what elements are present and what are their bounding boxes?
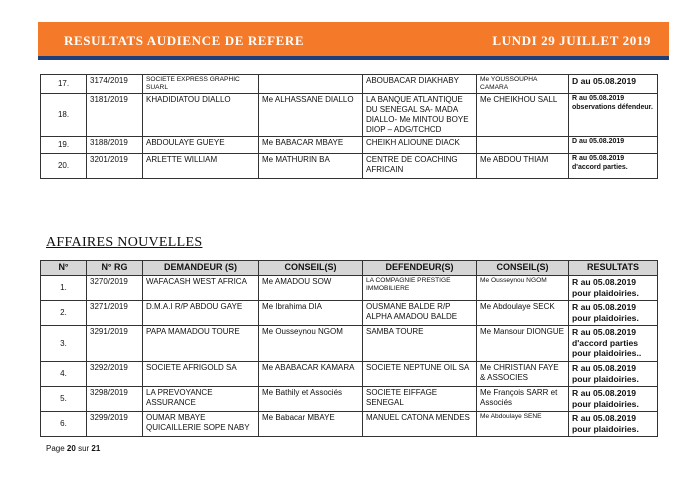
row-number: 4.: [41, 362, 87, 387]
column-header: RESULTATS: [569, 261, 658, 276]
row-number: 3.: [41, 326, 87, 362]
conseil-demandeur: Me Bathily et Associés: [259, 387, 363, 412]
affaires-nouvelles-table: [40, 260, 658, 437]
rg-number: 3292/2019: [87, 362, 143, 387]
conseil-demandeur: Me Ousseynou NGOM: [259, 326, 363, 362]
table-row: [41, 387, 658, 412]
table-row: [41, 94, 658, 137]
conseil-defendeur: [477, 137, 569, 154]
resultat: R au 05.08.2019 pour plaidoiries.: [569, 362, 658, 387]
conseil-defendeur: Me CHRISTIAN FAYE & ASSOCIES: [477, 362, 569, 387]
row-number: 2.: [41, 301, 87, 326]
column-header: DEFENDEUR(S): [363, 261, 477, 276]
demandeur: OUMAR MBAYE QUICAILLERIE SOPE NABY: [143, 412, 259, 437]
row-number: 5.: [41, 387, 87, 412]
table-row: [41, 301, 658, 326]
section-title: AFFAIRES NOUVELLES: [46, 235, 203, 250]
column-header: N° RG: [87, 261, 143, 276]
demandeur: WAFACASH WEST AFRICA: [143, 276, 259, 301]
defendeur: LA BANQUE ATLANTIQUE DU SENEGAL SA- MADA DIALLO- Me MINTOU BOYE DIOP – ADG/TCHCD: [363, 94, 477, 137]
conseil-demandeur: Me ALHASSANE DIALLO: [259, 94, 363, 137]
defendeur: CHEIKH ALIOUNE DIACK: [363, 137, 477, 154]
row-number: 6.: [41, 412, 87, 437]
conseil-defendeur: Me CHEIKHOU SALL: [477, 94, 569, 137]
conseil-demandeur: Me BABACAR MBAYE: [259, 137, 363, 154]
row-number: 20.: [41, 154, 87, 179]
page-footer: [46, 444, 100, 453]
defendeur: SOCIETE NEPTUNE OIL SA: [363, 362, 477, 387]
header-title: RESULTATS AUDIENCE DE REFERE: [64, 33, 305, 48]
defendeur: SOCIETE EIFFAGE SENEGAL: [363, 387, 477, 412]
demandeur: LA PREVOYANCE ASSURANCE: [143, 387, 259, 412]
demandeur: ABDOULAYE GUEYE: [143, 137, 259, 154]
resultat: R au 05.08.2019 pour plaidoiries.: [569, 387, 658, 412]
conseil-defendeur: Me Ousseynou NGOM: [477, 276, 569, 301]
rg-number: 3174/2019: [87, 75, 143, 94]
table-row: [41, 137, 658, 154]
resultat: R au 05.08.2019 d'accord parties pour plaidoiries..: [569, 326, 658, 362]
row-number: 19.: [41, 137, 87, 154]
rg-number: 3299/2019: [87, 412, 143, 437]
demandeur: KHADIDIATOU DIALLO: [143, 94, 259, 137]
column-header: CONSEIL(S): [259, 261, 363, 276]
defendeur: OUSMANE BALDE R/P ALPHA AMADOU BALDE: [363, 301, 477, 326]
defendeur: ABOUBACAR DIAKHABY: [363, 75, 477, 94]
rg-number: 3298/2019: [87, 387, 143, 412]
rg-number: 3270/2019: [87, 276, 143, 301]
resultat: D au 05.08.2019: [569, 137, 658, 154]
defendeur: SAMBA TOURE: [363, 326, 477, 362]
resultat: R au 05.08.2019 pour plaidoiries.: [569, 276, 658, 301]
rg-number: 3291/2019: [87, 326, 143, 362]
conseil-demandeur: Me MATHURIN BA: [259, 154, 363, 179]
conseil-defendeur: Me François SARR et Associés: [477, 387, 569, 412]
rg-number: 3188/2019: [87, 137, 143, 154]
table-row: [41, 154, 658, 179]
header-date: LUNDI 29 JUILLET 2019: [492, 33, 651, 48]
demandeur: D.M.A.I R/P ABDOU GAYE: [143, 301, 259, 326]
footer-sep: sur: [78, 444, 90, 453]
rg-number: 3181/2019: [87, 94, 143, 137]
conseil-defendeur: Me Mansour DIONGUE: [477, 326, 569, 362]
table-row: [41, 362, 658, 387]
demandeur: SOCIETE EXPRESS GRAPHIC SUARL: [143, 75, 259, 94]
table-row: [41, 326, 658, 362]
table-header-row: [41, 261, 658, 276]
table-row: [41, 276, 658, 301]
defendeur: CENTRE DE COACHING AFRICAIN: [363, 154, 477, 179]
resultat: R au 05.08.2019 d'accord parties.: [569, 154, 658, 179]
demandeur: ARLETTE WILLIAM: [143, 154, 259, 179]
rg-number: 3201/2019: [87, 154, 143, 179]
demandeur: SOCIETE AFRIGOLD SA: [143, 362, 259, 387]
conseil-defendeur: Me ABDOU THIAM: [477, 154, 569, 179]
resultat: D au 05.08.2019: [569, 75, 658, 94]
resultat: R au 05.08.2019 pour plaidoiries.: [569, 301, 658, 326]
conseil-demandeur: Me Babacar MBAYE: [259, 412, 363, 437]
conseil-defendeur: Me YOUSSOUPHA CAMARA: [477, 75, 569, 94]
header-bar: [38, 22, 669, 60]
table-row: [41, 412, 658, 437]
row-number: 1.: [41, 276, 87, 301]
column-header: DEMANDEUR (S): [143, 261, 259, 276]
footer-page: 20: [66, 444, 76, 453]
defendeur: MANUEL CATONA MENDES: [363, 412, 477, 437]
demandeur: PAPA MAMADOU TOURE: [143, 326, 259, 362]
conseil-defendeur: Me Abdoulaye SECK: [477, 301, 569, 326]
resultat: R au 05.08.2019 pour plaidoiries.: [569, 412, 658, 437]
conseil-demandeur: Me Ibrahima DIA: [259, 301, 363, 326]
defendeur: LA COMPAGNIE PRESTIGE IMMOBILIERE: [363, 276, 477, 301]
resultat: R au 05.08.2019 observations défendeur.: [569, 94, 658, 137]
conseil-defendeur: Me Abdoulaye SENE: [477, 412, 569, 437]
table-row: [41, 75, 658, 94]
conseil-demandeur: Me ABABACAR KAMARA: [259, 362, 363, 387]
rg-number: 3271/2019: [87, 301, 143, 326]
row-number: 18.: [41, 94, 87, 137]
conseil-demandeur: Me AMADOU SOW: [259, 276, 363, 301]
footer-prefix: Page: [46, 444, 65, 453]
conseil-demandeur: [259, 75, 363, 94]
refere-table: [40, 74, 658, 179]
row-number: 17.: [41, 75, 87, 94]
footer-total: 21: [91, 444, 101, 453]
column-header: N°: [41, 261, 87, 276]
column-header: CONSEIL(S): [477, 261, 569, 276]
